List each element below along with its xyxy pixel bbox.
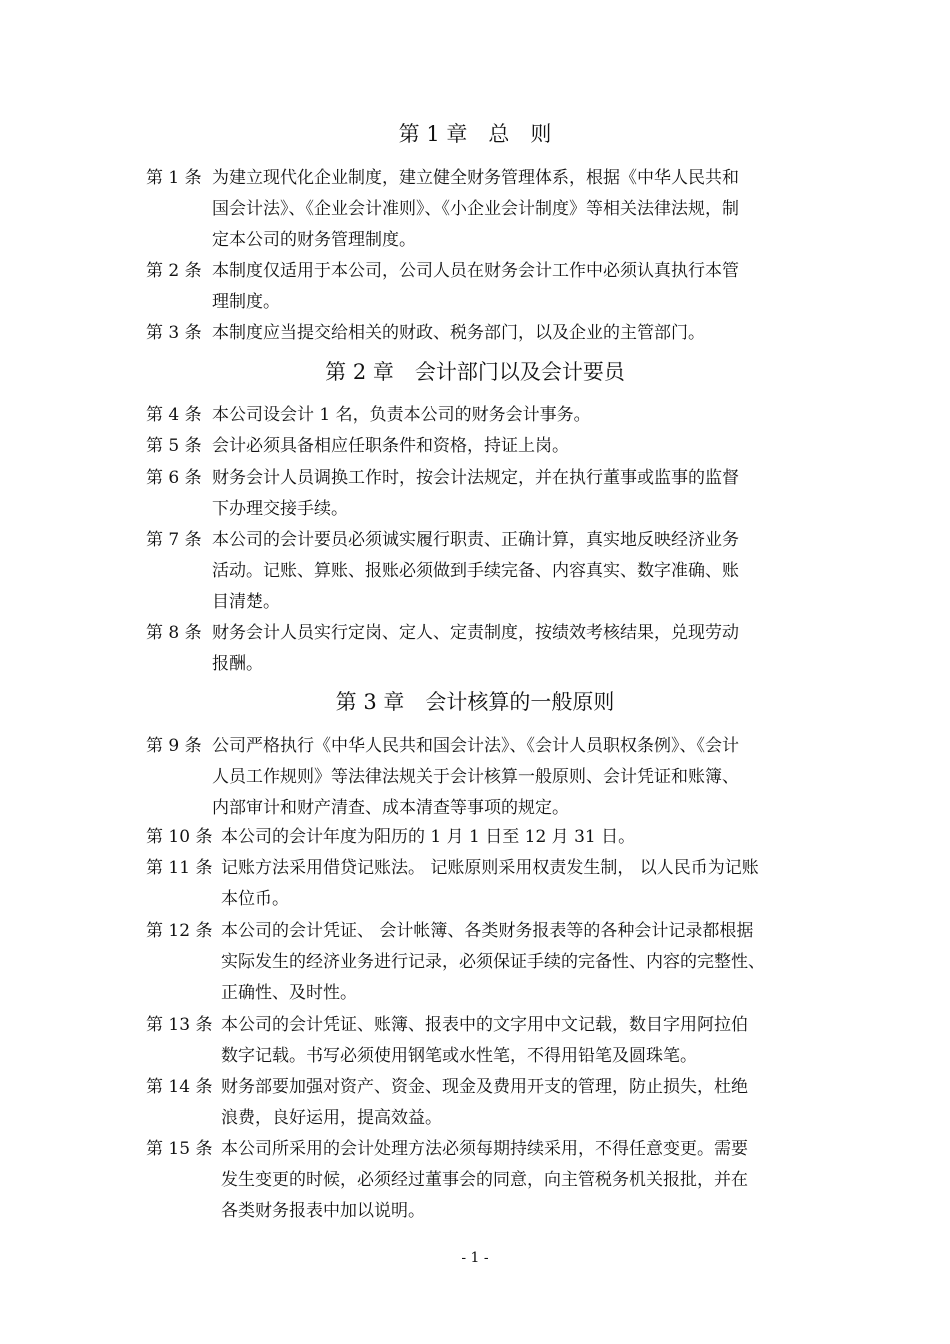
article-text [212, 431, 812, 462]
article-line: 浪费，良好运用，提高效益。 [221, 1108, 442, 1128]
article-line: 本公司的会计凭证、 会计帐簿、各类财务报表等的各种会计记录都根据 [221, 921, 754, 941]
article-number: 第 15 条 [146, 1139, 213, 1159]
article-text [212, 525, 812, 618]
chapter-3-heading: 第 3 章 会计核算的一般原则 [335, 690, 615, 714]
article-line: 理制度。 [212, 292, 280, 312]
article-line: 发生变更的时候，必须经过董事会的同意，向主管税务机关报批，并在 [221, 1170, 748, 1190]
article-line: 国会计法》、《企业会计准则》、《小企业会计制度》等相关法律法规，制 [212, 199, 739, 219]
article-text [221, 1010, 821, 1072]
chapter-2-heading: 第 2 章 会计部门以及会计要员 [325, 360, 625, 384]
article-number: 第 11 条 [146, 858, 213, 878]
article-line: 为建立现代化企业制度，建立健全财务管理体系，根据《中华人民共和 [212, 168, 739, 188]
article-number: 第 4 条 [146, 405, 202, 425]
article-number: 第 5 条 [146, 436, 202, 456]
article-line: 正确性、及时性。 [221, 983, 357, 1003]
article-number: 第 13 条 [146, 1015, 213, 1035]
article-number: 第 9 条 [146, 736, 202, 756]
article-line: 本制度仅适用于本公司，公司人员在财务会计工作中必须认真执行本管 [212, 261, 739, 281]
article-line: 各类财务报表中加以说明。 [221, 1201, 425, 1221]
article-line: 目清楚。 [212, 592, 280, 612]
article-text [221, 822, 821, 853]
article-line: 本制度应当提交给相关的财政、税务部门，以及企业的主管部门。 [212, 323, 705, 343]
article-text [221, 916, 821, 1009]
article-text [212, 163, 812, 256]
article-line: 本公司的会计年度为阳历的 1 月 1 日至 12 月 31 日。 [221, 827, 636, 847]
article-number: 第 2 条 [146, 261, 202, 281]
article-number: 第 1 条 [146, 168, 202, 188]
article-text [221, 853, 821, 915]
article-line: 活动。记账、算账、报账必须做到手续完备、内容真实、数字准确、账 [212, 561, 739, 581]
article-line: 本公司所采用的会计处理方法必须每期持续采用，不得任意变更。需要 [221, 1139, 748, 1159]
article-line: 本位币。 [221, 889, 289, 909]
article-line: 本公司的会计凭证、账簿、报表中的文字用中文记载，数目字用阿拉伯 [221, 1015, 748, 1035]
article-number: 第 10 条 [146, 827, 213, 847]
article-line: 会计必须具备相应任职条件和资格，持证上岗。 [212, 436, 569, 456]
article-text [212, 256, 812, 318]
article-number: 第 12 条 [146, 921, 213, 941]
page-number: - 1 - [461, 1250, 489, 1266]
article-text [212, 463, 812, 525]
article-text [212, 318, 812, 349]
article-line: 数字记载。书写必须使用钢笔或水性笔，不得用铅笔及圆珠笔。 [221, 1046, 697, 1066]
article-line: 财务会计人员实行定岗、定人、定责制度，按绩效考核结果，兑现劳动 [212, 623, 739, 643]
article-line: 报酬。 [212, 654, 263, 674]
article-line: 公司严格执行《中华人民共和国会计法》、《会计人员职权条例》、《会计 [212, 736, 739, 756]
article-number: 第 7 条 [146, 530, 202, 550]
article-line: 本公司设会计 1 名，负责本公司的财务会计事务。 [212, 405, 591, 425]
article-line: 记账方法采用借贷记账法。 记账原则采用权责发生制， 以人民币为记账 [221, 858, 759, 878]
article-number: 第 3 条 [146, 323, 202, 343]
article-line: 内部审计和财产清查、成本清查等事项的规定。 [212, 798, 569, 818]
article-line: 财务会计人员调换工作时，按会计法规定，并在执行董事或监事的监督 [212, 468, 739, 488]
article-line: 实际发生的经济业务进行记录，必须保证手续的完备性、内容的完整性、 [221, 952, 765, 972]
article-text [221, 1134, 821, 1227]
article-line: 财务部要加强对资产、资金、现金及费用开支的管理，防止损失，杜绝 [221, 1077, 748, 1097]
article-line: 定本公司的财务管理制度。 [212, 230, 416, 250]
article-text [221, 1072, 821, 1134]
article-line: 本公司的会计要员必须诚实履行职责、正确计算，真实地反映经济业务 [212, 530, 739, 550]
chapter-1-heading: 第 1 章 总 则 [398, 122, 552, 146]
article-text [212, 400, 812, 431]
article-number: 第 6 条 [146, 468, 202, 488]
article-line: 下办理交接手续。 [212, 499, 348, 519]
article-number: 第 14 条 [146, 1077, 213, 1097]
article-text [212, 618, 812, 680]
article-line: 人员工作规则》等法律法规关于会计核算一般原则、会计凭证和账簿、 [212, 767, 739, 787]
article-text [212, 731, 812, 824]
article-number: 第 8 条 [146, 623, 202, 643]
